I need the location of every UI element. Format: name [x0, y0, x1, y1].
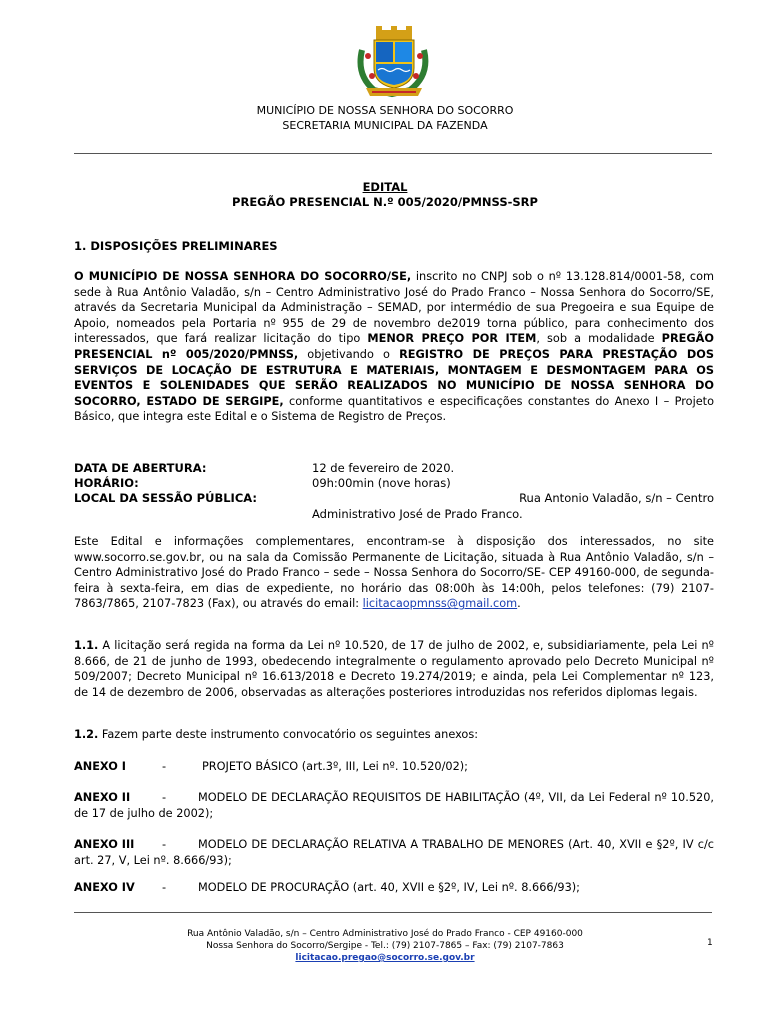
header-municipality: MUNICÍPIO DE NOSSA SENHORA DO SOCORRO [256, 104, 514, 117]
clause-1-2-text: Fazem parte deste instrumento convocatório os seguintes anexos: [98, 728, 479, 741]
intro-bold-4: REGISTRO DE PREÇOS PARA PRESTAÇÃO DOS SERVIÇOS DE LOCAÇÃO DE ESTRUTURA E MATERIAIS, MONTAGEM E DESMONTAGEM PARA OS EVENTOS E SOLENIDADES QUE SERÃO REALIZADOS NO MUNICÍPIO DE NOSSA SENHORA DO SOCORRO, ESTADO DE SERGIPE, [74, 347, 714, 408]
annex-text: MODELO DE PROCURAÇÃO (art. 40, XVII e §2º, IV, Lei nº. 8.666/93); [198, 881, 580, 894]
pregao-title: PREGÃO PRESENCIAL N.º 005/2020/PMNSS-SRP [232, 195, 538, 209]
section-heading: 1. DISPOSIÇÕES PRELIMINARES [74, 239, 278, 253]
intro-text-4: conforme quantitativos e especificações constantes do Anexo I – Projeto Básico, que integra este Edital e o Sistema de Registro de Preços. [74, 394, 714, 424]
clause-1-1 [74, 638, 714, 700]
clause-1-1-number: 1.1. [74, 639, 99, 652]
intro-bold-3: PREGÃO PRESENCIAL nº 005/2020/PMNSS, [74, 332, 714, 361]
place-value-line1: Rua Antonio Valadão, s/n – Centro [519, 491, 714, 505]
annex-item [74, 880, 714, 896]
time-label: HORÁRIO: [74, 476, 139, 490]
annex-dash: - [162, 791, 167, 804]
annex-key: ANEXO II [74, 791, 131, 804]
opening-label: DATA DE ABERTURA: [74, 461, 207, 475]
contact-email-link[interactable]: licitacaopmnss@gmail.com [362, 597, 518, 611]
annex-text: MODELO DE DECLARAÇÃO RELATIVA A TRABALHO DE MENORES (Art. 40, XVII e §2º, IV c/c art. 27, V, Lei nº. 8.666/93); [74, 838, 714, 867]
info-text: Este Edital e informações complementares, encontram-se à disposição dos interessados, no site www.socorro.se.gov.br, ou na sala da Comissão Permanente de Licitação, situada à Rua Antônio Valadão, s/n – Centro Administrativo José do Prado Franco – sede – Nossa Senhora do Socorro/SE- CEP 49160-000, de segunda-feira à sexta-feira, em dias de expediente, no horário das 08:00h às 14:00h, pelos telefones: (79) 2107-7863/7865, 2107-7823 (Fax), ou através do email: [74, 535, 714, 611]
annex-key: ANEXO IV [74, 881, 135, 894]
footer-address: Rua Antônio Valadão, s/n – Centro Administrativo José do Prado Franco - CEP 49160-000 [187, 929, 583, 939]
clause-1-2-number: 1.2. [74, 728, 99, 741]
header-department: SECRETARIA MUNICIPAL DA FAZENDA [282, 119, 488, 132]
annex-dash: - [162, 760, 167, 773]
annex-key: ANEXO III [74, 838, 135, 851]
intro-text-1: inscrito no CNPJ sob o nº 13.128.814/0001-58, com sede à Rua Antônio Valadão, s/n – Centro Administrativo José do Prado Franco – Nossa Senhora do Socorro/SE, através da Secretaria Municipal da Administração – SEMAD, por intermédio de sua Pregoeira e sua Equipe de Apoio, nomeados pela Portaria nº 955 de 29 de novembro de2019 torna público, para conhecimento dos interessados, que fará realizar licitação do tipo [74, 270, 714, 346]
opening-value: 12 de fevereiro de 2020. [312, 461, 455, 475]
place-value-line2: Administrativo José de Prado Franco. [312, 507, 523, 521]
header-divider [74, 153, 712, 154]
annex-text: MODELO DE DECLARAÇÃO REQUISITOS DE HABILITAÇÃO (4º, VII, da Lei Federal nº 10.520, de 17 de julho de 2002); [74, 791, 714, 820]
intro-paragraph [74, 269, 714, 425]
annex-item [74, 759, 714, 775]
footer-contacts: Nossa Senhora do Socorro/Sergipe - Tel.: (79) 2107-7865 – Fax: (79) 2107-7863 [206, 941, 564, 951]
time-value: 09h:00min (nove horas) [312, 476, 451, 490]
footer-email-link[interactable]: licitacao.pregao@socorro.se.gov.br [295, 953, 475, 963]
intro-bold-1: O MUNICÍPIO DE NOSSA SENHORA DO SOCORRO/SE, [74, 270, 412, 283]
footer-divider [74, 912, 712, 913]
annex-text: PROJETO BÁSICO (art.3º, III, Lei nº. 10.520/02); [202, 760, 468, 773]
clause-1-1-text: A licitação será regida na forma da Lei nº 10.520, de 17 de julho de 2002, e, subsidiariamente, pela Lei nº 8.666, de 21 de junho de 1993, obedecendo integralmente o regulamento aprovado pelo Decreto Municipal nº 509/2007; Decreto Municipal nº 16.613/2018 e Decreto 19.274/2019; e ainda, pela Lei Complementar nº 123, de 14 de dezembro de 2006, observadas as alterações posteriores introduzidas nos referidos diplomas legais. [74, 639, 714, 699]
annex-dash: - [162, 838, 167, 851]
intro-text-3: objetivando o [298, 347, 400, 361]
intro-text-2: , sob a modalidade [536, 332, 662, 346]
annex-key: ANEXO I [74, 760, 126, 773]
annex-item [74, 837, 714, 869]
place-label: LOCAL DA SESSÃO PÚBLICA: [74, 491, 257, 505]
annex-dash: - [162, 881, 167, 894]
clause-1-2 [74, 727, 714, 743]
intro-bold-2: MENOR PREÇO POR ITEM [367, 332, 537, 346]
edital-title: EDITAL [362, 180, 408, 194]
footer-email-row [0, 952, 770, 964]
annex-item [74, 790, 714, 822]
municipal-coat-of-arms [352, 20, 436, 100]
info-end: . [517, 597, 521, 611]
info-paragraph [74, 534, 714, 612]
page-number: 1 [707, 938, 713, 948]
